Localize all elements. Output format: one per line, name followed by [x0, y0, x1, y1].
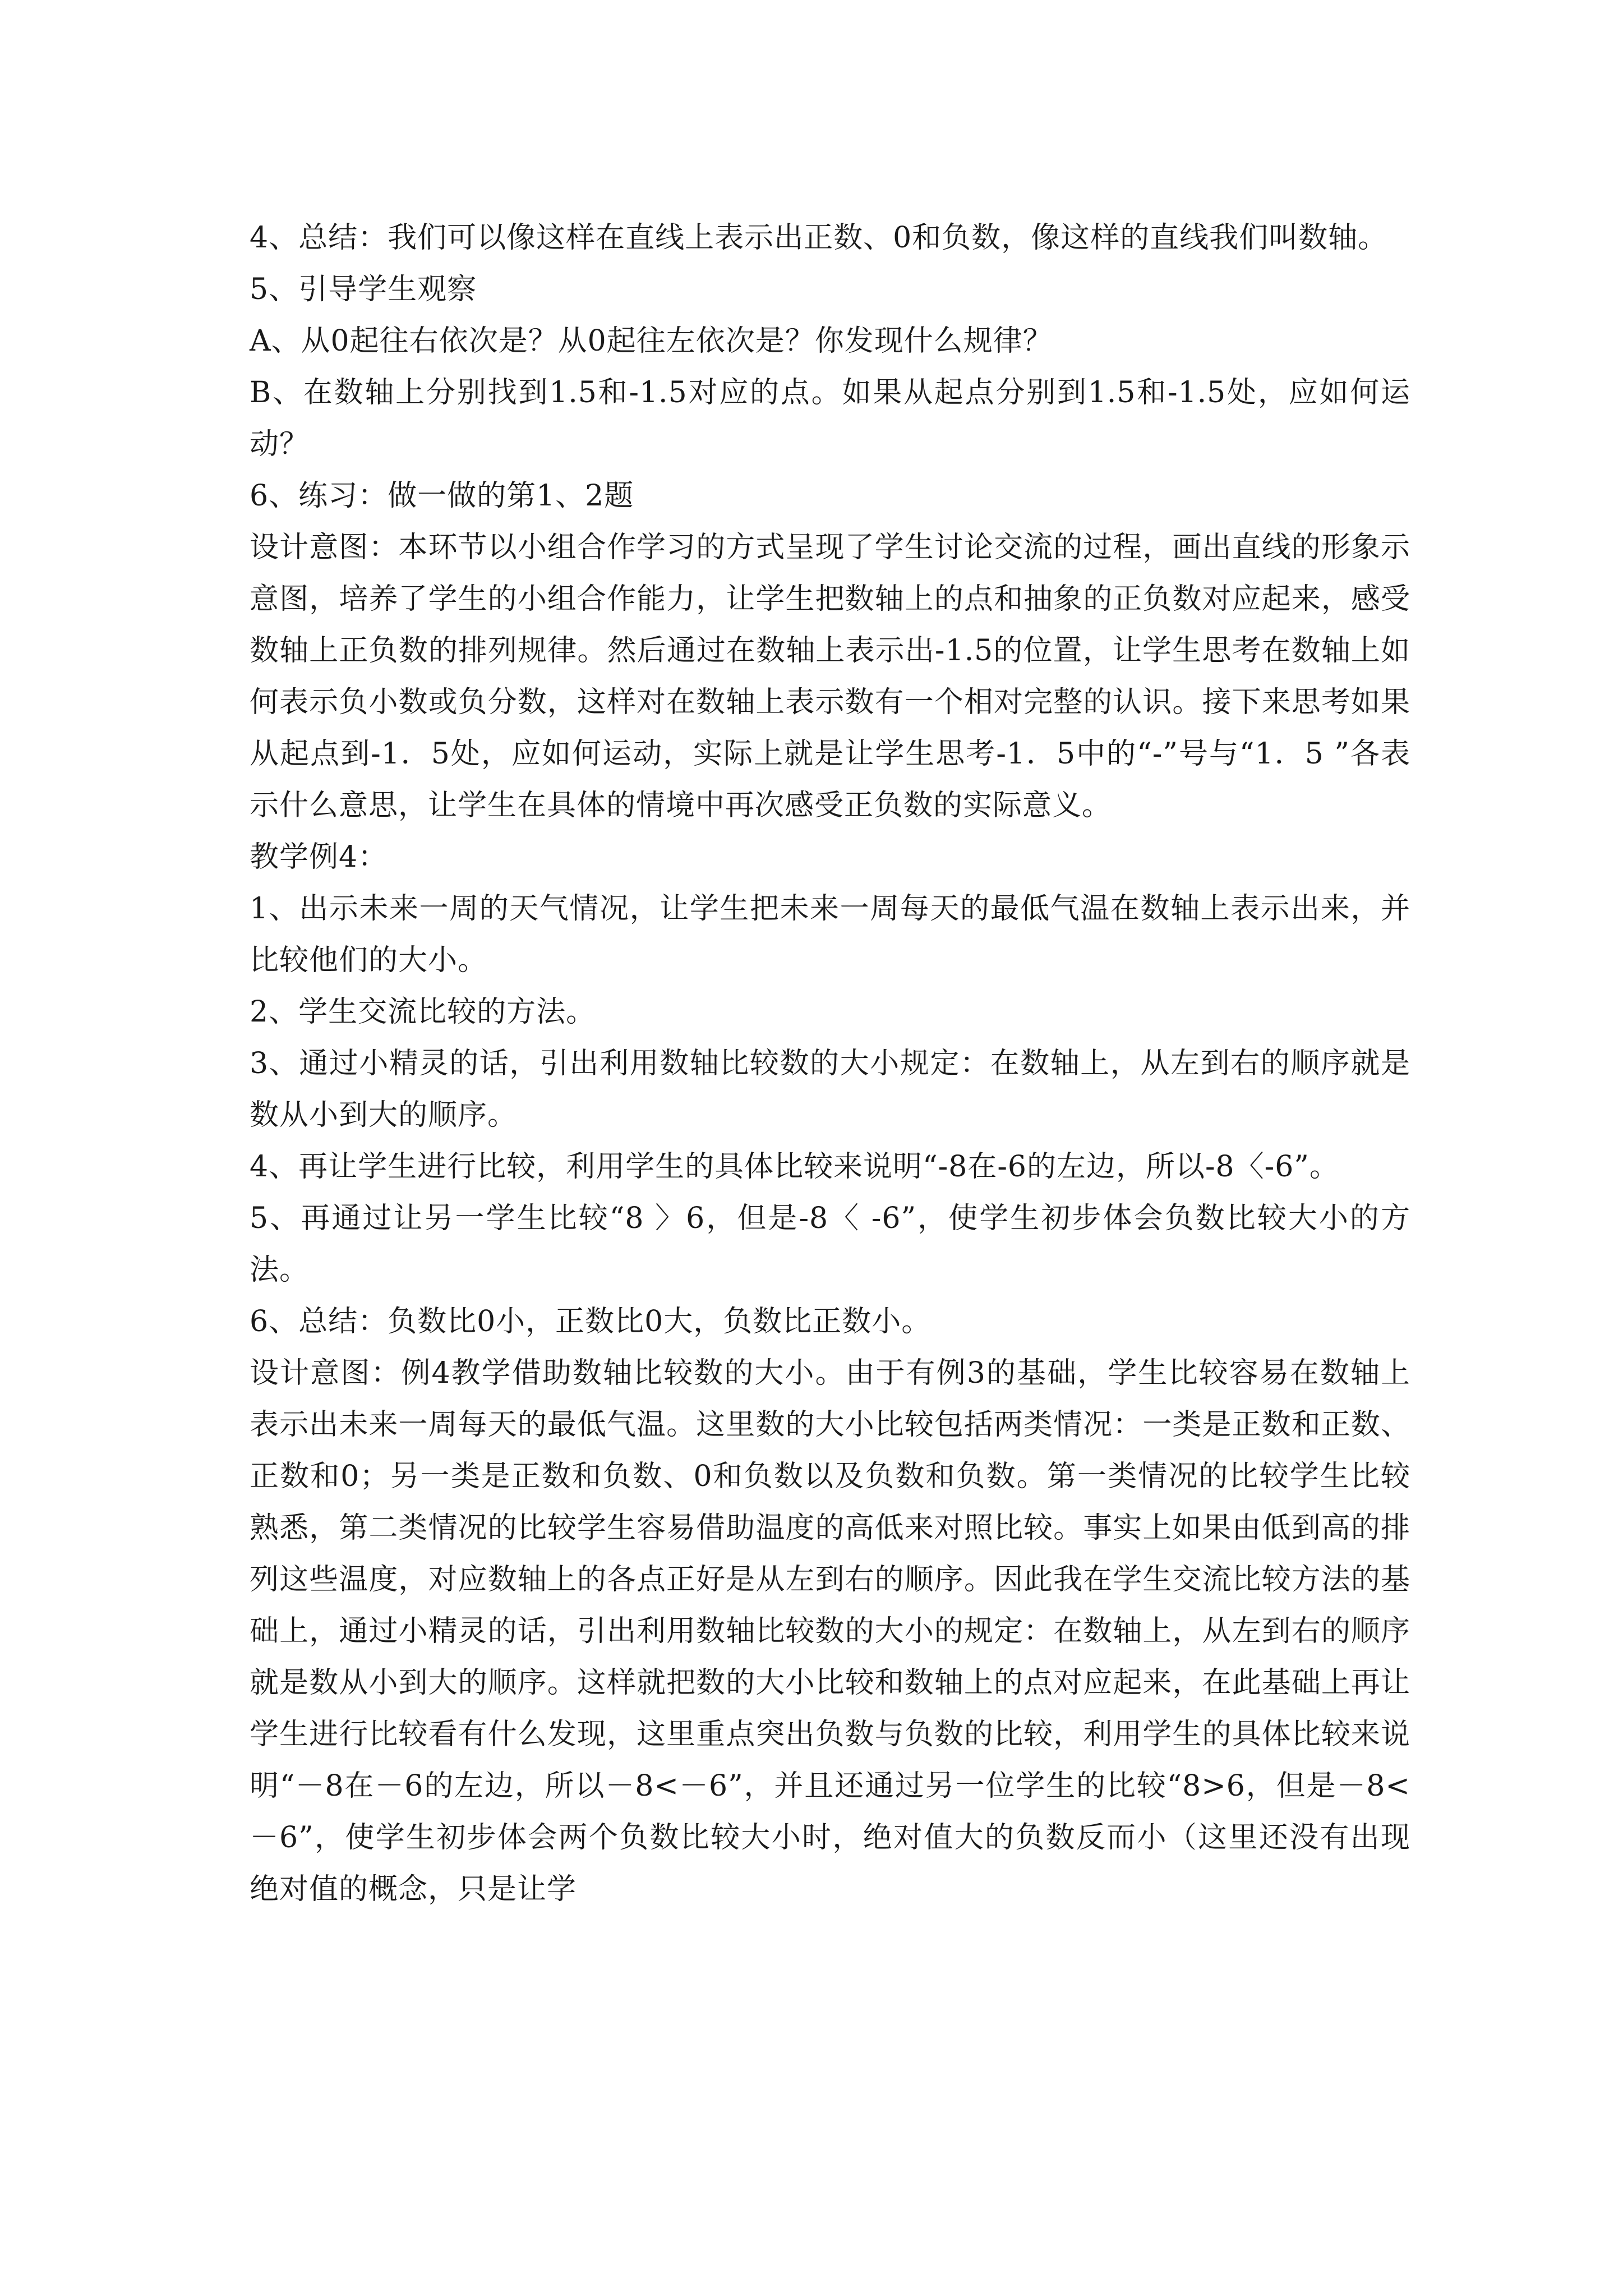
paragraph-question-a: A、从0起往右依次是？从0起往左依次是？你发现什么规律？	[250, 324, 1053, 358]
paragraph-step-4: 4、再让学生进行比较，利用学生的具体比较来说明“-8在-6的左边，所以-8〈-6”。	[250, 1150, 1339, 1184]
paragraph-step-3: 3、通过小精灵的话，引出利用数轴比较数的大小规定：在数轴上，从左到右的顺序就是数从小到大的顺序。	[250, 1047, 1410, 1132]
paragraph-example-4-heading: 教学例4：	[250, 840, 388, 874]
paragraph-summary-number-line: 4、总结：我们可以像这样在直线上表示出正数、0和负数，像这样的直线我们叫数轴。	[250, 221, 1388, 255]
paragraph-step-6: 6、总结：负数比0小，正数比0大，负数比正数小。	[250, 1305, 932, 1338]
paragraph-exercise: 6、练习：做一做的第1、2题	[250, 479, 634, 513]
paragraph-step-2: 2、学生交流比较的方法。	[250, 995, 596, 1029]
paragraph-step-1: 1、出示未来一周的天气情况，让学生把未来一周每天的最低气温在数轴上表示出来，并比较他们的大小。	[250, 892, 1410, 977]
document-body	[250, 212, 1410, 1915]
paragraph-design-intent-2: 设计意图：例4教学借助数轴比较数的大小。由于有例3的基础，学生比较容易在数轴上表示出未来一周每天的最低气温。这里数的大小比较包括两类情况：一类是正数和正数、正数和0；另一类是正数和负数、0和负数以及负数和负数。第一类情况的比较学生比较熟悉，第二类情况的比较学生容易借助温度的高低来对照比较。事实上如果由低到高的排列这些温度，对应数轴上的各点正好是从左到右的顺序。因此我在学生交流比较方法的基础上，通过小精灵的话，引出利用数轴比较数的大小的规定：在数轴上，从左到右的顺序就是数从小到大的顺序。这样就把数的大小比较和数轴上的点对应起来，在此基础上再让学生进行比较看有什么发现，这里重点突出负数与负数的比较，利用学生的具体比较来说明“－8在－6的左边，所以－8<－6”，并且还通过另一位学生的比较“8>6，但是－8<－6”，使学生初步体会两个负数比较大小时，绝对值大的负数反而小（这里还没有出现绝对值的概念，只是让学	[250, 1356, 1410, 1906]
paragraph-design-intent-1: 设计意图：本环节以小组合作学习的方式呈现了学生讨论交流的过程，画出直线的形象示意图，培养了学生的小组合作能力，让学生把数轴上的点和抽象的正负数对应起来，感受数轴上正负数的排列规律。然后通过在数轴上表示出-1.5的位置，让学生思考在数轴上如何表示负小数或负分数，这样对在数轴上表示数有一个相对完整的认识。接下来思考如果从起点到-1．5处，应如何运动，实际上就是让学生思考-1．5中的“-”号与“1．5 ”各表示什么意思，让学生在具体的情境中再次感受正负数的实际意义。	[250, 531, 1410, 822]
paragraph-guide-observe: 5、引导学生观察	[250, 273, 477, 306]
paragraph-question-b: B、在数轴上分别找到1.5和-1.5对应的点。如果从起点分别到1.5和-1.5处，应如何运动？	[250, 376, 1410, 461]
paragraph-step-5: 5、再通过让另一学生比较“8 〉6，但是-8〈 -6”，使学生初步体会负数比较大小的方法。	[250, 1202, 1410, 1287]
